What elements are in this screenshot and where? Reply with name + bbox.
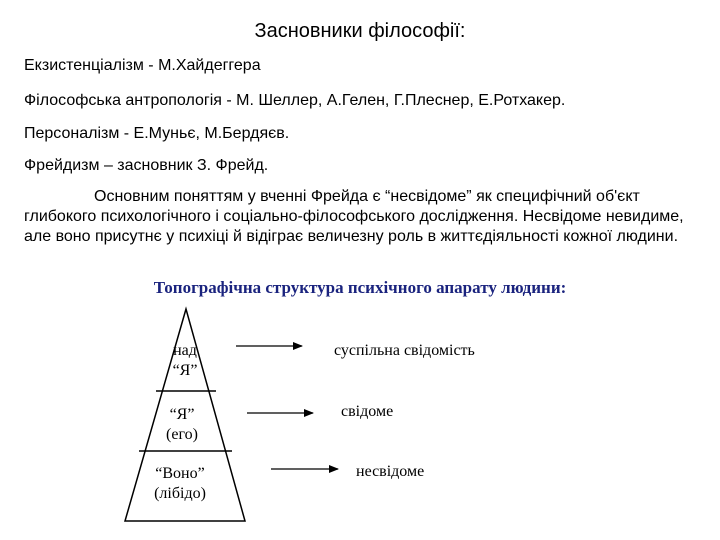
ego-label-line1: “Я” bbox=[169, 406, 195, 423]
founder-line-freudism: Фрейдизм – засновник З. Фрейд. bbox=[24, 157, 269, 174]
id-label-line2: (лібідо) bbox=[154, 485, 206, 502]
founder-line-personalism: Персоналізм - Е.Муньє, М.Бердяєв. bbox=[24, 125, 290, 142]
label-unconscious: несвідоме bbox=[356, 463, 425, 480]
id-label-line1: “Воно” bbox=[155, 465, 205, 482]
page-title: Засновники філософії: bbox=[254, 20, 466, 42]
superego-label-line2: “Я” bbox=[172, 362, 198, 379]
label-social-consciousness: суспільна свідомість bbox=[334, 342, 475, 359]
founder-line-anthropology: Філософська антропологія - М. Шеллер, А.Гелен, Г.Плеснер, Е.Ротхакер. bbox=[24, 92, 566, 109]
label-conscious: свідоме bbox=[341, 403, 394, 420]
founder-line-existentialism: Екзистенціалізм - М.Хайдеггера bbox=[24, 57, 261, 74]
freud-paragraph-text: Основним поняттям у вченні Фрейда є “несвідоме” як специфічний об'єкт глибокого психологічного і соціально-філософського дослідження. Несвідоме невидиме, але воно присутнє у психіці й відіграє величезну роль в життєдіяльності кожної людини. bbox=[24, 188, 684, 245]
ego-label-line2: (его) bbox=[166, 426, 198, 443]
superego-label-line1: над bbox=[173, 342, 197, 359]
pyramid-level-id bbox=[140, 464, 220, 504]
diagram-title: Топографічна структура психічного апарату людини: bbox=[153, 278, 567, 297]
pyramid-level-superego bbox=[160, 341, 210, 381]
pyramid-level-ego bbox=[152, 405, 212, 445]
